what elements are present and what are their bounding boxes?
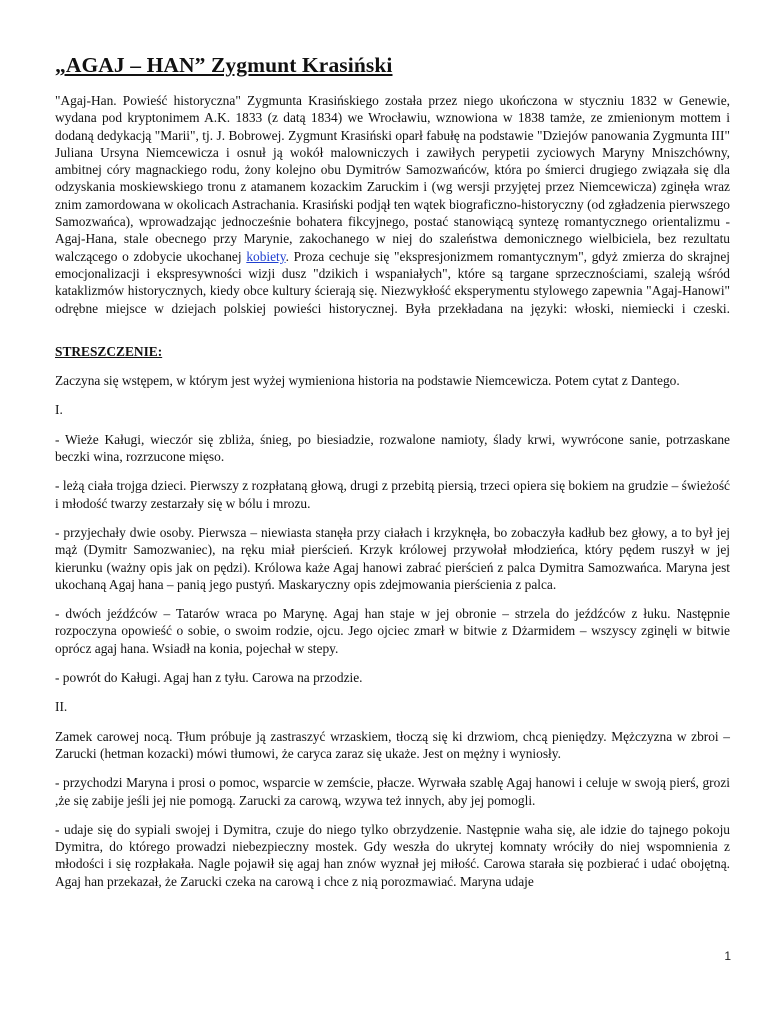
paragraph: - Wieże Kaługi, wieczór się zbliża, śnieg, po biesiadzie, rozwalone namioty, ślady krwi, wywrócone sanie, potrzaskane beczki wina, rozrzucone mięso. [55,431,730,465]
chapter-heading-2: II. [55,699,68,715]
document-page [55,52,730,902]
paragraph: - udaje się do sypiali swojej i Dymitra, czuje do niego tylko obrzydzenie. Następnie waha się, ale idzie do tajnego pokoju Dymitra, do którego prowadzi niebezpieczny mostek. Gdy weszła do ukrytej komnaty wróciły do niej wspomnienia z młodości i się rozpłakała. Nagle pojawił się agaj han znów wyznał jej miłość. Carowa starała się pozbierać i udać obojętną. Agaj han przekazał, że Zarucki czeka na carową i chce z nią porozmawiać. Maryna udaje [55,821,730,889]
intro-paragraph [55,92,730,317]
paragraph: - przyjechały dwie osoby. Pierwsza – niewiasta stanęła przy ciałach i krzyknęła, bo zobaczyła kadłub bez głowy, a to był jej mąż (Dymitr Samozwaniec), na ręku miał pierścień. Krzyk królowej przywołał młodzieńca, który pędem ruszył w jej kierunku (ważny opis jak on pędzi). Królowa każe Agaj hanowi zabrać pierścień z palca Dymitra Samozwańca. Maryna jest ukochaną Agaj hana – panią jego pustyń. Maskaryczny opis zdejmowania pierścienia z palca. [55,524,730,592]
document-title: „AGAJ – HAN” Zygmunt Krasiński [55,53,393,77]
page-number: 1 [724,949,731,963]
paragraph-intro-summary: Zaczyna się wstępem, w którym jest wyżej wymieniona historia na podstawie Niemcewicza. Potem cytat z Dantego. [55,373,680,389]
intro-text-after-link: . Proza cechuje się "ekspresjonizmem romantycznym", gdyż zmierza do skrajnej emocjonalizacji i ekspresywności wizji dusz "dzikich i wspaniałych", które są targane sprzecznościami, szaleją wśród kataklizmów historycznych, kiedy obce kultury ścierają się. Niezwykłość eksperymentu stylowego zapewnia "Agaj-Hanowi" odrębne miejsce w dziejach polskiej powieści historycznej. Była przekładana na języki: włoski, niemiecki i czeski. [55,248,730,316]
chapter-heading-1: I. [55,402,63,418]
paragraph: - powrót do Kaługi. Agaj han z tyłu. Carowa na przodzie. [55,670,363,686]
intro-text-before-link: "Agaj-Han. Powieść historyczna" Zygmunta Krasińskiego została przez niego ukończona w styczniu 1832 w Genewie, wydana pod kryptonimem A.K. 1833 (z datą 1834) we Wrocławiu, wznowiona w 1838 tamże, ze zmienionym mottem i dodaną dedykacją "Marii", tj. J. Bobrowej. Zygmunt Krasiński oparł fabułę na podstawie "Dziejów panowania Zygmunta III" Juliana Ursyna Niemcewicza i osnuł ją wokół malowniczych i zawiłych perypetii zyciowych Maryny Mniszchówny, ambitnej córy magnackiego rodu, żony kolejno obu Dymitrów Samozwańców, która po śmierci drugiego związała się dla odzyskania moskiewskiego tronu z atamanem kozackim Zaruckim i (wg wersji przyjętej przez Niemcewicza) zginęła wraz znim zamordowana w okolicach Astrachania. Krasiński podjął ten wątek biograficzno-historyczny (od zgładzenia pierwszego Samozwańca), wprowadzając jednocześnie bohatera fikcyjnego, postać stanowiącą syntezę romantycznego orientalizmu - Agaj-Hana, stale obecnego przy Marynie, zakochanego w niej do szaleństwa demonicznego wielbiciela, bez rezultatu walczącego o zdobycie ukochanej [55,93,730,264]
paragraph: - dwóch jeźdźców – Tatarów wraca po Marynę. Agaj han staje w jej obronie – strzela do jeźdźców z łuku. Następnie rozpoczyna opowieść o sobie, o swoim rodzie, ojcu. Jego ojciec zmarł w bitwie z Dżarmidem – wszyscy zginęli w bitwie oprócz agaj hana. Wsiadł na konia, pojechał w stepy. [55,606,730,656]
paragraph: - leżą ciała trojga dzieci. Pierwszy z rozpłataną głową, drugi z przebitą piersią, trzeci opiera się bokiem na grudzie – świeżość i młodość twarzy zestarzały się w bólu i mrozu. [55,478,730,511]
section-title: STRESZCZENIE: [55,343,163,359]
paragraph: Zamek carowej nocą. Tłum próbuje ją zastraszyć wrzaskiem, tłoczą się ki drzwiom, chcą pieniędzy. Mężczyzna w zbroi – Zarucki (hetman kozacki) mówi tłumowi, że caryca zaraz się ukaże. Jest on mężny i wyniosły. [55,728,730,761]
link-kobiety[interactable]: kobiety [246,248,286,264]
paragraph: - przychodzi Maryna i prosi o pomoc, wsparcie w zemście, płacze. Wyrwała szablę Agaj hanowi i celuje w swoją pierś, grozi ,że się zabije jeśli jej nie pomogą. Zarucki za carową, wzywa też innych, aby jej pomogli. [55,775,730,808]
